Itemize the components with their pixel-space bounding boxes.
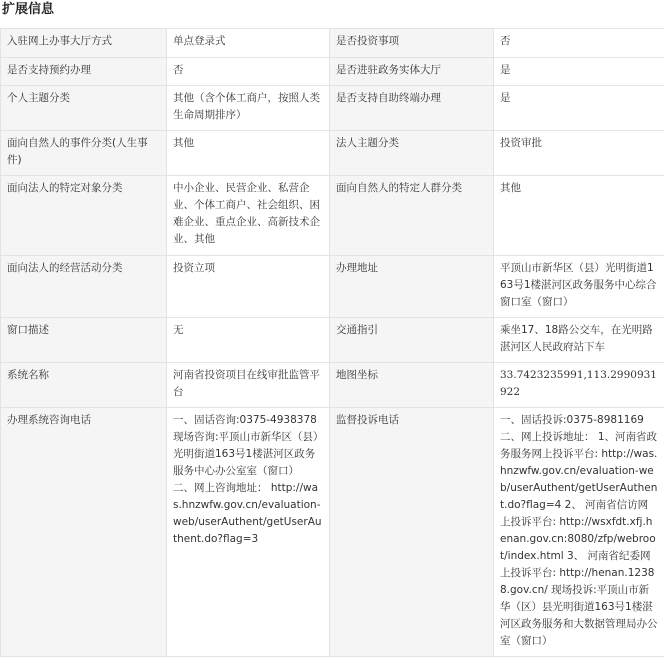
table-row [1, 176, 664, 256]
field-label: 面向法人的经营活动分类 [1, 256, 167, 318]
field-label: 面向自然人的事件分类(人生事件) [1, 131, 167, 176]
field-value: 中小企业、民营企业、私营企业、个体工商户、社会组织、困难企业、重点企业、高新技术企业、其他 [167, 176, 330, 256]
table-row [1, 131, 664, 176]
field-label: 办理系统咨询电话 [1, 408, 167, 657]
field-value: 投资立项 [167, 256, 330, 318]
field-label: 是否支持预约办理 [1, 58, 167, 86]
field-label: 是否投资事项 [330, 29, 494, 58]
field-value: 否 [494, 29, 664, 58]
field-value: 一、固话投诉:0375-8981169 二、网上投诉地址： 1、河南省政务服务网上投诉平台: http://was.hnzwfw.gov.cn/evaluation-web/userAuthent/getUserAuthent.do?flag=4 2、 河南省信访网上投诉平台: http://wsxfdt.xfj.henan.gov.cn:8080/zfp/webroot/index.html 3、 河南省纪委网上投诉平台: http://henan.12388.gov.cn/ 现场投诉:平顶山市新华（区）县光明街道163号1楼湛河区政务服务和大数据管理局办公室（窗口） [494, 408, 664, 657]
table-row [1, 58, 664, 86]
field-label: 系统名称 [1, 363, 167, 408]
table-row [1, 29, 664, 58]
extended-info-table [0, 28, 664, 657]
field-label: 面向法人的特定对象分类 [1, 176, 167, 256]
field-value: 33.7423235991,113.2990931922 [494, 363, 664, 408]
section-title: 扩展信息 [2, 2, 55, 17]
field-label: 交通指引 [330, 318, 494, 363]
field-value: 是 [494, 58, 664, 86]
field-label: 入驻网上办事大厅方式 [1, 29, 167, 58]
field-label: 面向自然人的特定人群分类 [330, 176, 494, 256]
field-value: 单点登录式 [167, 29, 330, 58]
field-label: 窗口描述 [1, 318, 167, 363]
field-value: 投资审批 [494, 131, 664, 176]
field-value: 平顶山市新华区（县）光明街道163号1楼湛河区政务服务中心综合窗口室（窗口） [494, 256, 664, 318]
field-value: 其他 [494, 176, 664, 256]
field-label: 地图坐标 [330, 363, 494, 408]
field-label: 法人主题分类 [330, 131, 494, 176]
field-value: 河南省投资项目在线审批监管平台 [167, 363, 330, 408]
field-value: 一、固话咨询:0375-4938378 现场咨询:平顶山市新华区（县）光明街道163号1楼湛河区政务服务中心办公室室（窗口） 二、网上咨询地址： http://was.hnzwfw.gov.cn/evaluation-web/userAuthent/getUserAuthent.do?flag=3 [167, 408, 330, 657]
table-row [1, 408, 664, 657]
table-row [1, 86, 664, 131]
field-label: 是否进驻政务实体大厅 [330, 58, 494, 86]
field-value: 其他 [167, 131, 330, 176]
field-value: 乘坐17、18路公交车，在光明路湛河区人民政府站下车 [494, 318, 664, 363]
field-label: 是否支持自助终端办理 [330, 86, 494, 131]
field-label: 监督投诉电话 [330, 408, 494, 657]
field-value: 否 [167, 58, 330, 86]
table-row [1, 318, 664, 363]
field-value: 其他（含个体工商户，按照人类生命周期排序） [167, 86, 330, 131]
field-value: 无 [167, 318, 330, 363]
table-row [1, 363, 664, 408]
table-row [1, 256, 664, 318]
field-label: 办理地址 [330, 256, 494, 318]
field-value: 是 [494, 86, 664, 131]
field-label: 个人主题分类 [1, 86, 167, 131]
